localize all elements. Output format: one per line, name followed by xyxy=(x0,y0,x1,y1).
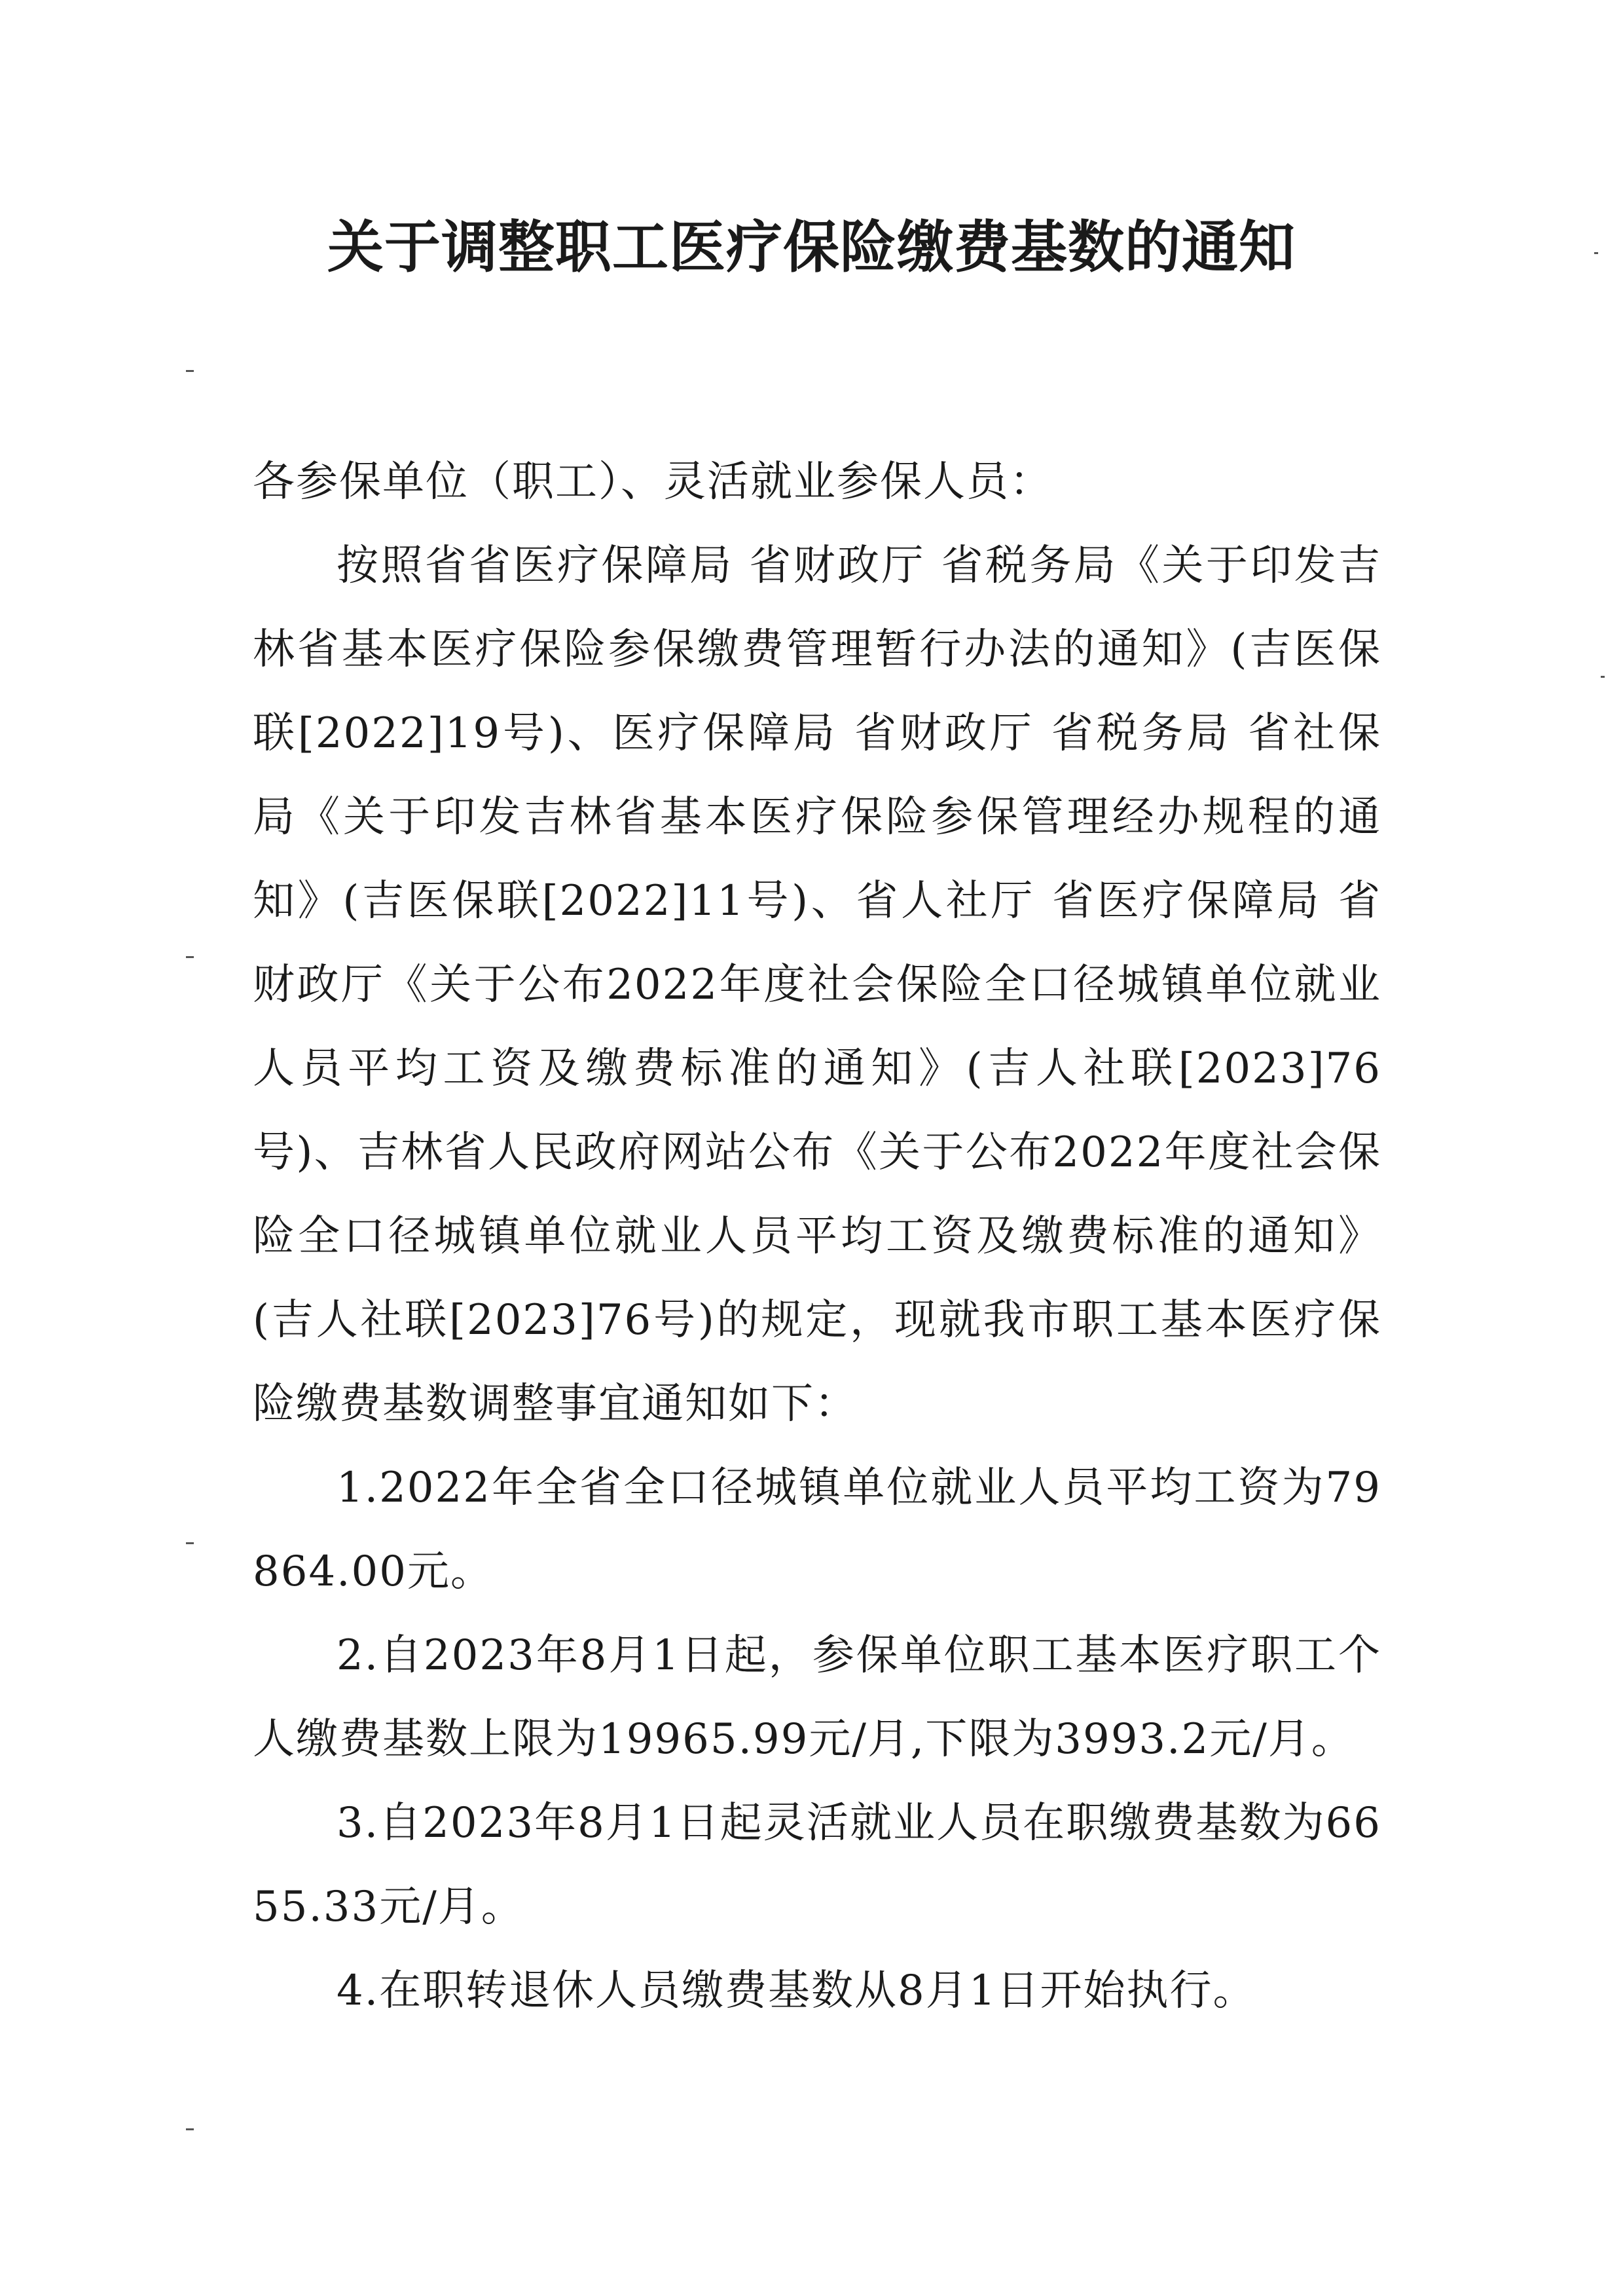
paragraph-item-3: 3.自2023年8月1日起灵活就业人员在职缴费基数为6655.33元/月。 xyxy=(253,1799,1381,1931)
paragraph-item-2: 2.自2023年8月1日起，参保单位职工基本医疗职工个人缴费基数上限为19965.99元/月,下限为3993.2元/月。 xyxy=(253,1631,1381,1764)
scan-mark xyxy=(186,956,194,958)
scan-mark xyxy=(1601,676,1605,678)
scan-mark xyxy=(1594,252,1598,254)
scan-mark xyxy=(186,370,194,372)
salutation: 各参保单位（职工）、灵活就业参保人员： xyxy=(253,458,1053,506)
paragraph-item-1: 1.2022年全省全口径城镇单位就业人员平均工资为79864.00元。 xyxy=(253,1464,1381,1596)
paragraph-intro: 按照省省医疗保障局 省财政厅 省税务局《关于印发吉林省基本医疗保险参保缴费管理暂行办法的通知》(吉医保联[2022]19号)、医疗保障局 省财政厅 省税务局 省社保局《关于印发吉林省基本医疗保险参保管理经办规程的通知》(吉医保联[2022]11号)、省人社厅 省医疗保障局 省财政厅《关于公布2022年度社会保险全口径城镇单位就业人员平均工资及缴费标准的通知》(吉人社联[2023]76号)、吉林省人民政府网站公布《关于公布2022年度社会保险全口径城镇单位就业人员平均工资及缴费标准的通知》(吉人社联[2023]76号)的规定，现就我市职工基本医疗保险缴费基数调整事宜通知如下： xyxy=(253,542,1381,1428)
document-body xyxy=(253,440,1381,2033)
paragraph-item-4: 4.在职转退休人员缴费基数从8月1日开始执行。 xyxy=(337,1967,1256,2015)
scan-mark xyxy=(186,2128,194,2130)
document-title: 关于调整职工医疗保险缴费基数的通知 xyxy=(327,215,1296,280)
scan-mark xyxy=(186,1542,194,1544)
